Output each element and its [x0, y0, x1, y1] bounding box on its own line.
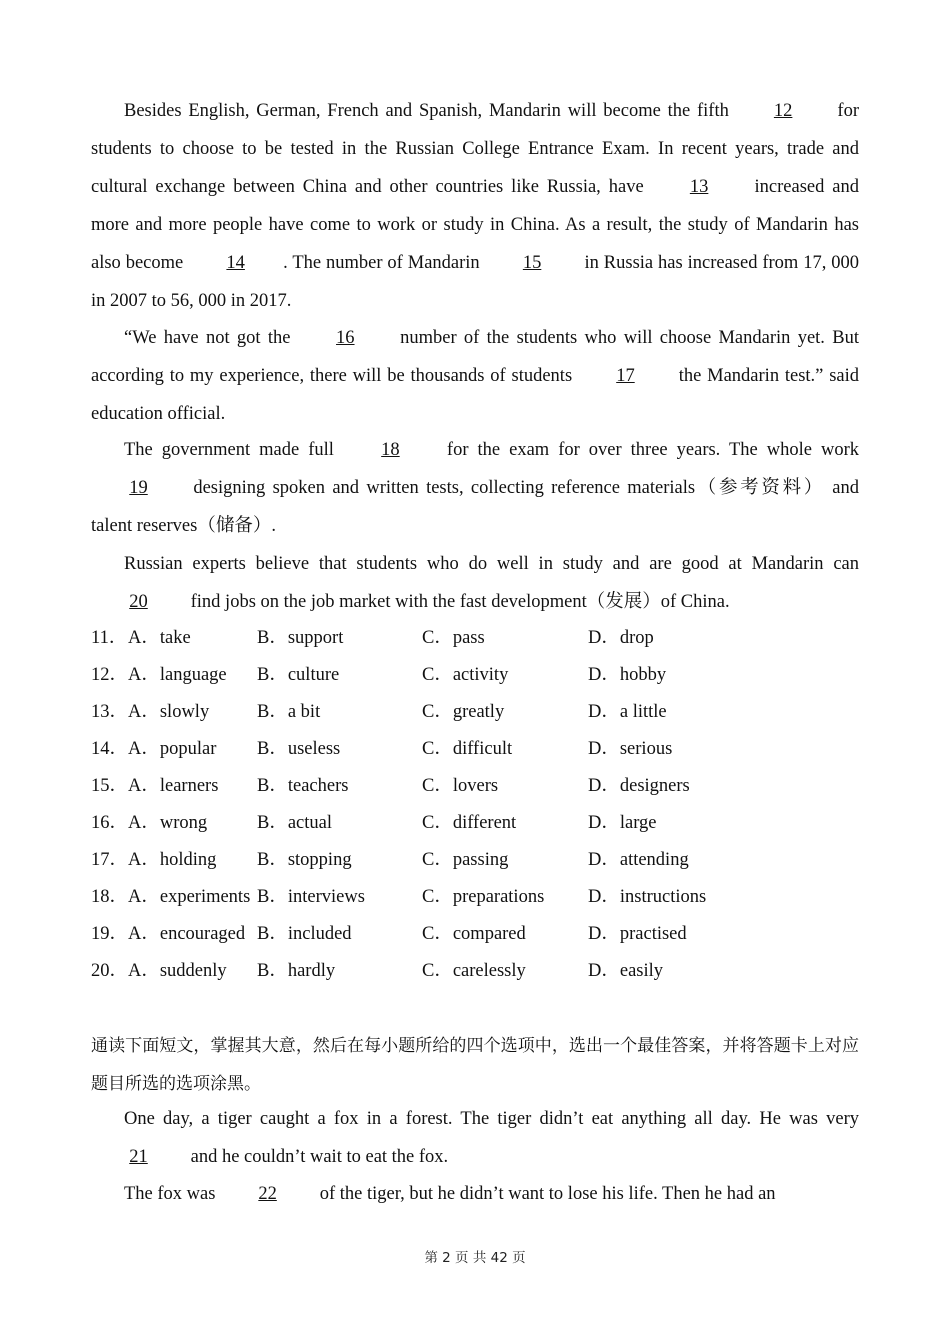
question-16 — [91, 805, 871, 842]
option-b[interactable]: B．stopping — [257, 850, 352, 870]
option-b[interactable]: B．actual — [257, 813, 333, 833]
passage2-paragraph-1 — [91, 1100, 859, 1176]
passage1-paragraph-3 — [91, 431, 859, 545]
option-c[interactable]: C．passing — [422, 850, 509, 870]
text-run: and he couldn’t wait to eat the fox. — [186, 1147, 449, 1167]
text-run: the Mandarin test.” said education official. — [91, 366, 859, 424]
text-run: designing spoken and written tests, collecting reference materials（参考资料） and talent reserves（储备）. — [91, 478, 859, 536]
option-a[interactable]: A．popular — [128, 739, 217, 759]
option-b[interactable]: B．included — [257, 924, 352, 944]
blank-16: 16 — [336, 328, 355, 348]
question-number: 14． — [91, 739, 129, 759]
option-d[interactable]: D．instructions — [588, 887, 707, 907]
blank-17: 17 — [616, 366, 635, 386]
question-20 — [91, 953, 871, 990]
passage1-paragraph-4 — [91, 545, 859, 621]
option-c[interactable]: C．different — [422, 813, 517, 833]
option-b[interactable]: B．culture — [257, 665, 340, 685]
question-number: 17． — [91, 850, 129, 870]
question-number: 12． — [91, 665, 129, 685]
option-d[interactable]: D．a little — [588, 702, 667, 722]
option-b[interactable]: B．a bit — [257, 702, 321, 722]
question-number: 11． — [91, 628, 128, 648]
option-c[interactable]: C．greatly — [422, 702, 505, 722]
question-13 — [91, 694, 871, 731]
blank-15: 15 — [522, 253, 542, 273]
blank-13: 13 — [689, 177, 709, 197]
blank-14: 14 — [226, 253, 245, 273]
option-b[interactable]: B．useless — [257, 739, 341, 759]
question-17 — [91, 842, 871, 879]
question-18 — [91, 879, 871, 916]
blank-18: 18 — [381, 440, 400, 460]
option-d[interactable]: D．serious — [588, 739, 673, 759]
text-run: Besides English, German, French and Spanish, Mandarin will become the fifth — [124, 101, 736, 121]
text-run: of the tiger, but he didn’t want to lose his life. Then he had an — [315, 1184, 776, 1204]
text-run: for students to choose to be tested in the Russian College Entrance Exam. In recent years, trade and cultural exchange between China and other countries like Russia, have — [91, 101, 860, 197]
option-d[interactable]: D．drop — [588, 628, 654, 648]
question-number: 18． — [91, 887, 129, 907]
option-a[interactable]: A．suddenly — [128, 961, 227, 981]
blank-22: 22 — [258, 1184, 277, 1204]
option-d[interactable]: D．large — [588, 813, 657, 833]
option-d[interactable]: D．easily — [588, 961, 664, 981]
text-run: The government made full — [124, 440, 343, 460]
question-number: 13． — [91, 702, 129, 722]
option-c[interactable]: C．activity — [422, 665, 509, 685]
text-run: One day, a tiger caught a fox in a forest. The tiger didn’t eat anything all day. He was very — [124, 1109, 859, 1129]
blank-12: 12 — [773, 101, 793, 121]
option-a[interactable]: A．encouraged — [128, 924, 246, 944]
option-a[interactable]: A．holding — [128, 850, 217, 870]
option-c[interactable]: C．difficult — [422, 739, 513, 759]
blank-20: 20 — [129, 592, 148, 612]
option-b[interactable]: B．support — [257, 628, 344, 648]
option-a[interactable]: A．learners — [128, 776, 219, 796]
option-b[interactable]: B．teachers — [257, 776, 349, 796]
blank-19: 19 — [129, 478, 148, 498]
question-14 — [91, 731, 871, 768]
question-12 — [91, 657, 871, 694]
question-number: 19． — [91, 924, 129, 944]
option-d[interactable]: D．attending — [588, 850, 689, 870]
question-15 — [91, 768, 871, 805]
option-c[interactable]: C．pass — [422, 628, 485, 648]
question-number: 15． — [91, 776, 129, 796]
passage1-paragraph-1 — [91, 92, 859, 320]
text-run: number of the students who will choose Mandarin yet. But according to my experience, there will be thousands of students — [91, 328, 859, 386]
text-run: Russian experts believe that students who do well in study and are good at Mandarin can — [124, 554, 859, 574]
blank-21: 21 — [129, 1147, 148, 1167]
option-a[interactable]: A．language — [128, 665, 227, 685]
option-b[interactable]: B．interviews — [257, 887, 365, 907]
question-number: 20． — [91, 961, 129, 981]
option-c[interactable]: C．preparations — [422, 887, 545, 907]
option-a[interactable]: A．slowly — [128, 702, 210, 722]
option-c[interactable]: C．lovers — [422, 776, 499, 796]
option-d[interactable]: D．practised — [588, 924, 687, 944]
option-c[interactable]: C．carelessly — [422, 961, 526, 981]
text-run: . The number of Mandarin — [283, 253, 485, 273]
option-d[interactable]: D．hobby — [588, 665, 667, 685]
passage2-paragraph-2 — [91, 1175, 859, 1213]
text-run: increased and more and more people have come to work or study in China. As a result, the study of Mandarin has also become — [91, 177, 859, 273]
passage1-paragraph-2 — [91, 319, 859, 433]
question-number: 16． — [91, 813, 129, 833]
section-instruction: 通读下面短文，掌握其大意，然后在每小题所给的四个选项中，选出一个最佳答案，并将答题卡上对应题目所选的选项涂黑。 — [91, 1036, 859, 1094]
question-11 — [91, 620, 871, 657]
text-run: The fox was — [124, 1184, 221, 1204]
text-run: in Russia has increased from 17, 000 in 2007 to 56, 000 in 2017. — [91, 253, 859, 311]
option-a[interactable]: A．wrong — [128, 813, 208, 833]
option-c[interactable]: C．compared — [422, 924, 526, 944]
text-run: for the exam for over three years. The whole work — [437, 440, 859, 460]
option-b[interactable]: B．hardly — [257, 961, 336, 981]
page-footer: 第 2 页 共 42 页 — [424, 1250, 526, 1266]
option-d[interactable]: D．designers — [588, 776, 690, 796]
text-run: find jobs on the job market with the fast development（发展）of China. — [186, 592, 730, 612]
option-a[interactable]: A．experiments — [128, 887, 251, 907]
option-a[interactable]: A．take — [128, 628, 191, 648]
question-19 — [91, 916, 871, 953]
text-run: “We have not got the — [124, 328, 298, 348]
